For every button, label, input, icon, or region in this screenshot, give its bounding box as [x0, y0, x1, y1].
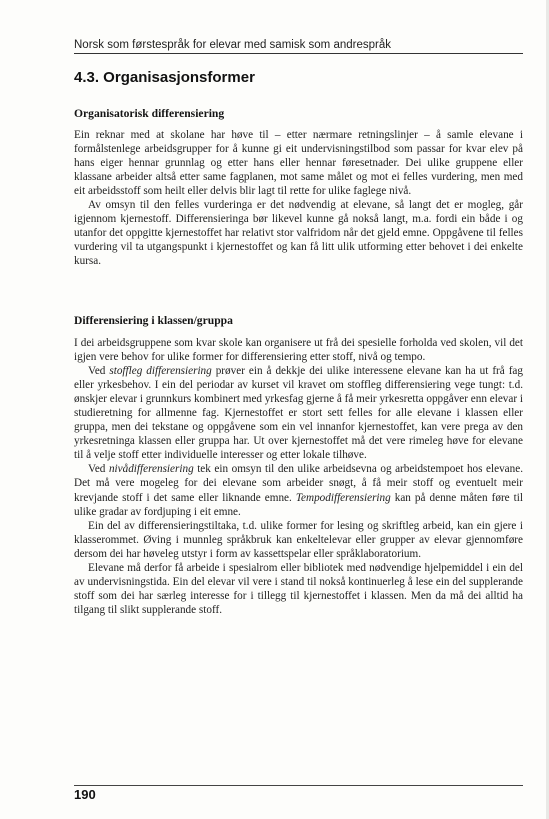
subsection-heading: Organisatorisk differensiering — [74, 107, 225, 120]
subsection-klassen-gruppa — [74, 314, 523, 617]
paragraph-text: Ved — [88, 365, 110, 378]
page-number: 190 — [74, 787, 96, 802]
paragraph-text: kan på denne måten føre til ulike gradar av fordjuping i eit emne. — [74, 491, 523, 518]
section-title: 4.3. Organisasjonsformer — [74, 69, 255, 86]
paragraph-text: prøver ein å dekkje dei ulike interessene elevane kan ha ut frå fag eller yrkesbehov. I ein del periodar av kurset vil kravet om stoffleg differensiering vege tungt: t.d. ønskjer elevar i grunnkurs kombinert med yrkesfag gjerne å få meir yrkesretta oppgåver enn elevar i studieretning for allmenne fag. Kjernestoffet er stort sett felles for alle elevane i klassen eller gruppa, men dei tekstane og oppgåvene som ein vel innanfor kjernestoffet, kan vere prega av den yrkesretninga klassen eller gruppa har. Ut over kjernestoffet må det vere rimeleg høve for elevane til å velje stoff etter individuelle interesser og etter lokale tilhøve. — [74, 365, 523, 462]
subsection-heading: Differensiering i klassen/gruppa — [74, 314, 233, 327]
header-rule — [74, 53, 523, 54]
paragraph: Ein del av differensieringstiltaka, t.d. ulike former for lesing og skriftleg arbeid, kan ein gjere i klasserommet. Øving i munnleg språkbruk kan enkeltelevar eller grupper av elevar gjennomføre dersom dei har høveleg utstyr i form av kassettspelar eller språklaboratorium. — [74, 519, 523, 560]
paragraph — [74, 462, 523, 518]
paragraph-text: Ved — [88, 463, 109, 476]
paragraph: I dei arbeidsgruppene som kvar skole kan organisere ut frå dei spesielle forholda ved skolen, vil det igjen vere behov for ulike former for differensiering etter stoff, nivå og tempo. — [74, 337, 523, 364]
running-header: Norsk som førstespråk for elevar med samisk som andrespråk — [74, 39, 391, 51]
emphasis-term: stoffleg differensiering — [109, 365, 212, 378]
paragraph: Elevane må derfor få arbeide i spesialrom eller bibliotek med nødvendige hjelpemiddel i ein del av undervisningstida. Ein del elevar vil vere i stand til nokså kontinuerleg å lese ein del supplerande stoff som dei har særleg interesse for i tillegg til kjernestoffet i klassen. Men da må dei alltid ha tilgang til slikt supplerande stoff. — [74, 561, 523, 616]
footer-rule — [74, 785, 523, 786]
paragraph: Ein reknar med at skolane har høve til – etter nærmare retningslinjer – å samle elevane i formålstenlege arbeidsgrupper for å kunne gi eit undervisningstilbod som passar for kvar elev på hans eiger hennar grunnlag og etter hans eller hennar føresetnader. Dei ulike gruppene eller klassane arbeider altså etter same fagplanen, mot same målet og mot ei felles vurdering, men med eit arbeidsstoff som heilt eller delvis blir lagt til rette for ulike faglege nivå. — [74, 129, 523, 198]
emphasis-term: nivådifferensiering — [108, 463, 194, 476]
paragraph: Av omsyn til den felles vurderinga er det nødvendig at elevane, så langt det er mogleg, går igjennom kjernestoff. Differensieringa bør likevel kunne gå nokså langt, m.a. fordi ein både i og utanfor det oppgitte kjernestoffet har relativt stor valfridom når det gjeld emne. Oppgåvene til felles vurdering vil ta utgangspunkt i kjernestoffet og kan få litt ulik utforming etter behovet i dei enkelte kursa. — [74, 199, 523, 268]
paragraph — [74, 364, 523, 462]
emphasis-term: Tempodifferensiering — [295, 491, 391, 504]
subsection-organisatorisk — [74, 107, 523, 268]
paragraph-text: tek ein omsyn til den ulike arbeidsevna og arbeidstempoet hos elevane. Det må vere mogeleg for dei elevane som arbeider snøgt, å få meir stoff og eventuelt meir krevjande stoff i det same eller liknande emne. — [74, 463, 523, 504]
